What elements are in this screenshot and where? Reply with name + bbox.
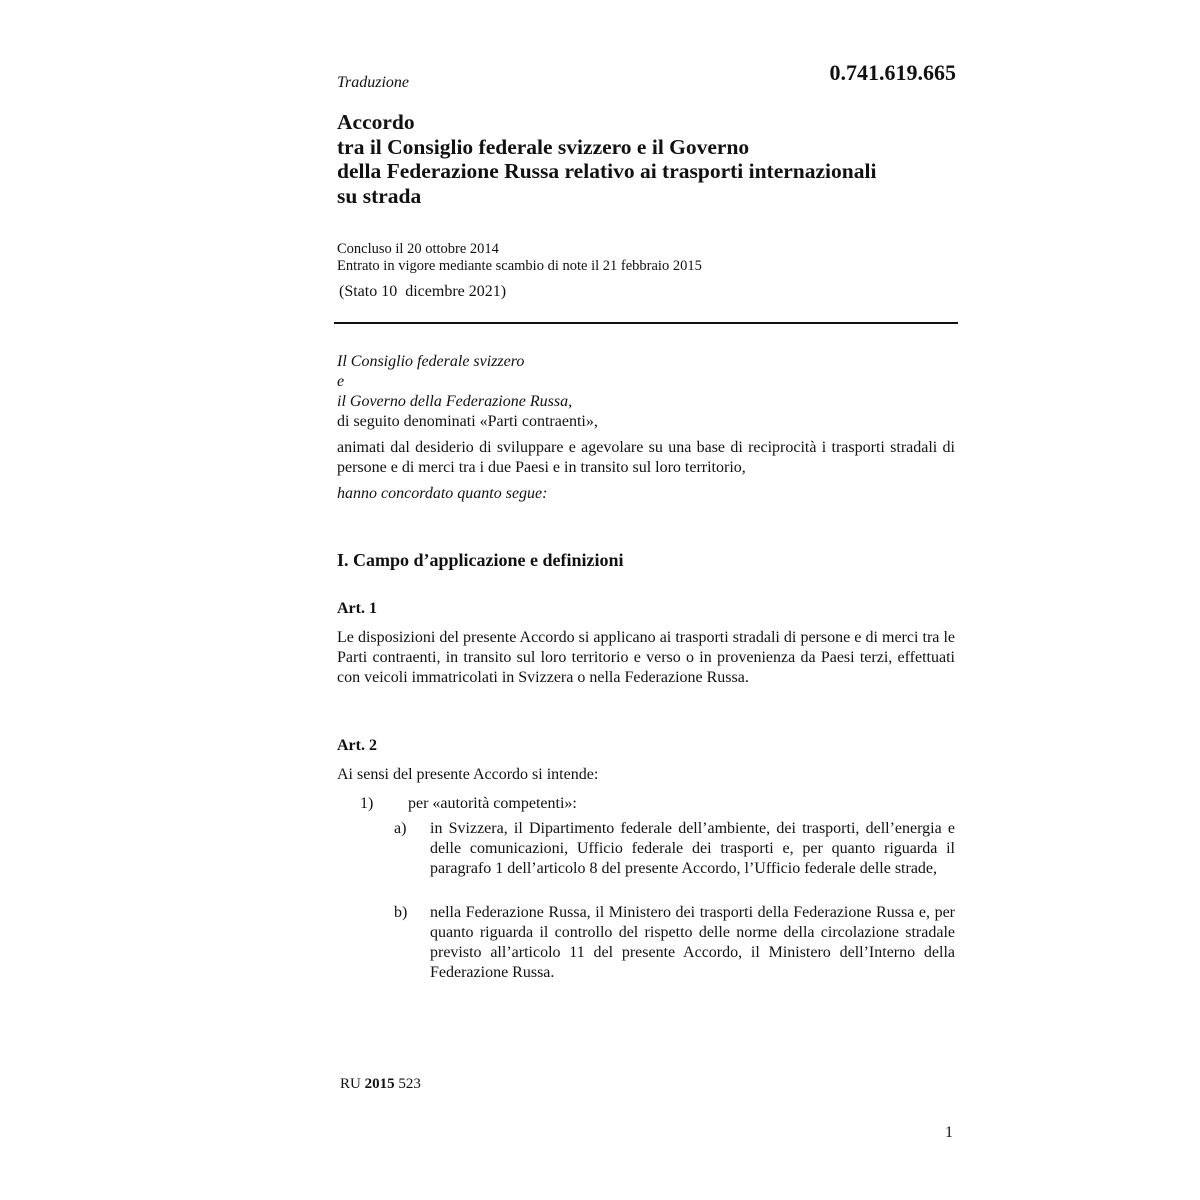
entry-into-force: Entrato in vigore mediante scambio di note il 21 febbraio 2015 [337, 258, 702, 274]
divider-rule [334, 322, 958, 324]
title-line: su strada [337, 183, 422, 208]
list-item [360, 794, 577, 814]
translation-label: Traduzione [337, 74, 410, 91]
ru-page: 523 [398, 1076, 421, 1092]
section-heading: I. Campo d’applicazione e definizioni [337, 550, 624, 570]
document-meta [337, 241, 702, 275]
party-swiss: Il Consiglio federale svizzero [337, 353, 525, 370]
article-1-text: Le disposizioni del presente Accordo si applicano ai trasporti stradali di persone e di merci tra le Parti contraenti, in transito sul loro territorio e verso o in provenienza da Paesi terzi, effettuati con veicoli immatricolati in Svizzera o nella Federazione Russa. [337, 629, 955, 686]
official-collection-reference [340, 1076, 421, 1093]
document-title [337, 110, 876, 208]
article-2-heading: Art. 2 [337, 737, 377, 754]
ru-prefix: RU [340, 1076, 361, 1092]
title-line: Accordo [337, 110, 415, 134]
status-date: (Stato 10 dicembre 2021) [339, 283, 507, 300]
preamble-agreed: hanno concordato quanto segue: [337, 485, 548, 502]
list-item-number: 1) [360, 795, 374, 812]
title-line: tra il Consiglio federale svizzero e il Governo [337, 134, 750, 159]
sub-item-letter: a) [394, 820, 407, 837]
sub-item-letter: b) [394, 904, 408, 921]
concluded-date: Concluso il 20 ottobre 2014 [337, 241, 499, 257]
party-russia: il Governo della Federazione Russa, [337, 393, 573, 410]
sub-item-text: nella Federazione Russa, il Ministero dei trasporti della Federazione Russa e, per quanto riguarda il controllo del rispetto delle norme della circolazione stradale previsto all’articolo 11 del presente Accordo, il Ministero dell’Interno della Federazione Russa. [430, 904, 955, 981]
title-line: della Federazione Russa relativo ai trasporti internazionali [337, 159, 877, 183]
page-number: 1 [945, 1124, 953, 1141]
preamble [337, 352, 955, 504]
ru-year: 2015 [364, 1076, 395, 1092]
preamble-intent: animati dal desiderio di sviluppare e agevolare su una base di reciprocità i trasporti stradali di persone e di merci tra i due Paesi e in transito sul loro territorio, [337, 439, 955, 476]
sr-number: 0.741.619.665 [829, 60, 956, 85]
conjunction: e [337, 373, 345, 390]
sub-item-text: in Svizzera, il Dipartimento federale dell’ambiente, dei trasporti, dell’energia e delle comunicazioni, Ufficio federale dei trasporti e, per quanto riguarda il paragrafo 1 dell’articolo 8 del presente Accordo, l’Ufficio federale delle strade, [430, 820, 955, 877]
parties-denomination: di seguito denominati «Parti contraenti», [337, 413, 598, 430]
sub-item-a [394, 819, 955, 879]
list-item-text: per «autorità competenti»: [408, 795, 577, 812]
article-2-intro: Ai sensi del presente Accordo si intende: [337, 766, 599, 783]
sub-item-b [394, 903, 955, 983]
article-1-heading: Art. 1 [337, 600, 377, 617]
